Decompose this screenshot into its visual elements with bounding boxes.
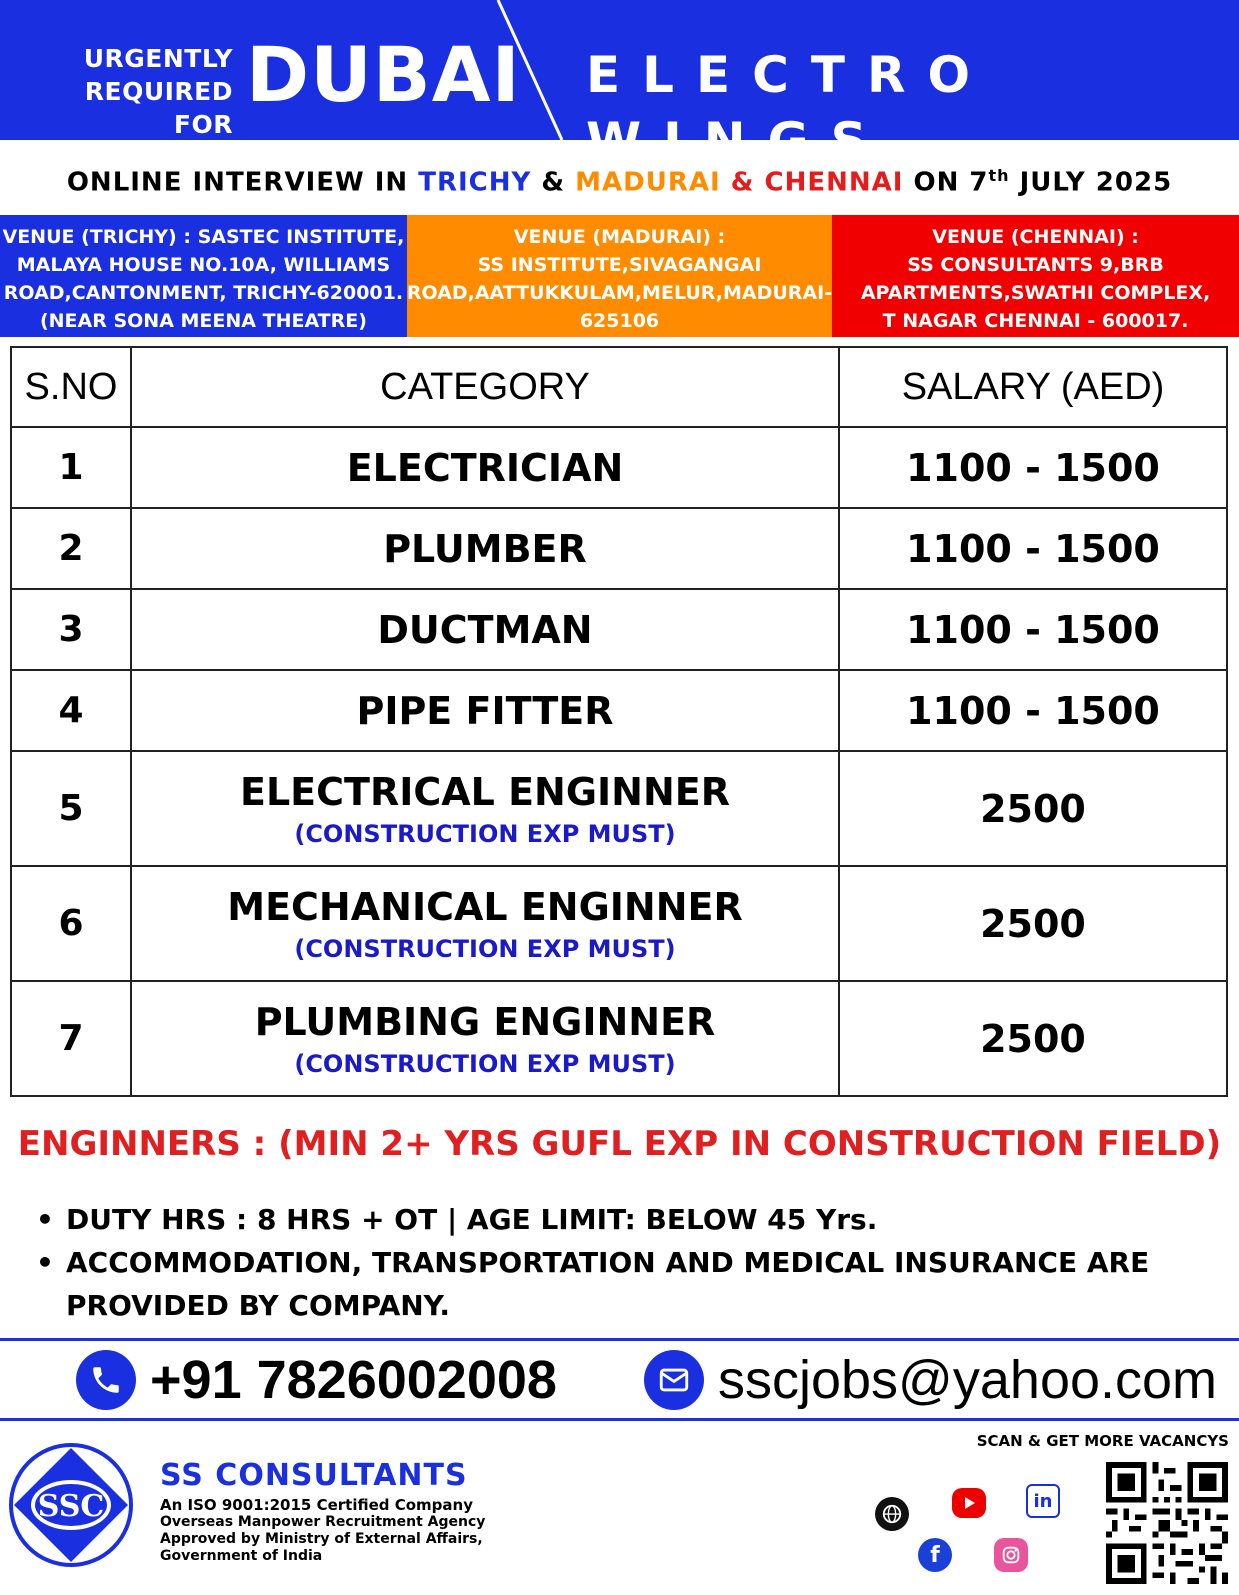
scan-text: SCAN & GET MORE VACANCYS — [976, 1432, 1229, 1450]
venue-line: SS CONSULTANTS 9,BRB — [907, 254, 1164, 276]
city-madurai: MADURAI — [575, 167, 721, 198]
logo-text: SSC — [37, 1489, 105, 1524]
city-chennai: CHENNAI — [764, 167, 904, 198]
interview-prefix: ONLINE INTERVIEW IN — [66, 167, 409, 198]
venue-line: VENUE (CHENNAI) : — [932, 226, 1139, 248]
row-sno: 1 — [11, 427, 131, 508]
row-note: (CONSTRUCTION EXP MUST) — [294, 934, 676, 963]
divider — [0, 1338, 1239, 1341]
venue-line: VENUE (TRICHY) : SASTEC INSTITUTE, — [2, 226, 405, 248]
instagram-icon[interactable] — [994, 1538, 1028, 1572]
venue-line: (NEAR SONA MEENA THEATRE) — [39, 310, 367, 332]
list-item: • ACCOMMODATION, TRANSPORTATION AND MEDICAL INSURANCE ARE PROVIDED BY COMPANY. — [36, 1241, 1226, 1327]
venue-madurai — [407, 215, 832, 337]
interview-date-month: JULY 2025 — [1019, 167, 1173, 198]
row-category: ELECTRICIAN — [131, 427, 839, 508]
table-row — [11, 508, 1227, 589]
ssc-logo — [6, 1440, 136, 1570]
row-salary: 2500 — [839, 981, 1227, 1096]
venue-line: MALAYA HOUSE NO.10A, WILLIAMS — [16, 254, 391, 276]
table-header-row — [11, 347, 1227, 427]
phone-contact[interactable] — [76, 1350, 557, 1410]
row-category: PLUMBER — [131, 508, 839, 589]
row-salary: 1100 - 1500 — [839, 427, 1227, 508]
header-salary: SALARY (AED) — [839, 347, 1227, 427]
row-category-cell — [131, 866, 839, 981]
list-item: • DUTY HRS : 8 HRS + OT | AGE LIMIT: BELOW 45 Yrs. — [36, 1198, 1226, 1241]
row-note: (CONSTRUCTION EXP MUST) — [294, 819, 676, 848]
city-trichy: TRICHY — [418, 167, 532, 198]
row-salary: 1100 - 1500 — [839, 589, 1227, 670]
company-name: ELECTRO WINGS — [586, 46, 992, 170]
row-category: PIPE FITTER — [131, 670, 839, 751]
interview-line — [0, 156, 1239, 203]
ampersand: & — [730, 167, 755, 198]
row-salary: 2500 — [839, 751, 1227, 866]
engineers-requirement: ENGINNERS : (MIN 2+ YRS GUFL EXP IN CONSTRUCTION FIELD) — [17, 1124, 1222, 1164]
divider — [0, 1418, 1239, 1421]
venue-line: 625106 — [579, 310, 660, 332]
benefits-list — [36, 1198, 1226, 1327]
firm-info — [160, 1458, 485, 1565]
row-salary: 2500 — [839, 866, 1227, 981]
venue-line: VENUE (MADURAI) : — [513, 226, 726, 248]
header-banner — [0, 0, 1239, 170]
firm-name: SS CONSULTANTS — [160, 1458, 468, 1493]
qr-code[interactable] — [1106, 1462, 1228, 1584]
ampersand: & — [541, 167, 566, 198]
row-sno: 6 — [11, 866, 131, 981]
email-contact[interactable] — [644, 1350, 1217, 1410]
firm-line: Government of India — [160, 1548, 323, 1564]
table-row — [11, 589, 1227, 670]
header-sno: S.NO — [11, 347, 131, 427]
phone-number[interactable]: +91 7826002008 — [150, 1350, 557, 1410]
linkedin-icon[interactable]: in — [1026, 1484, 1060, 1518]
jobs-table — [10, 346, 1228, 1097]
row-category: ELECTRICAL ENGINNER — [240, 769, 730, 814]
email-address[interactable]: sscjobs@yahoo.com — [718, 1350, 1218, 1410]
urgently-line-1: URGENTLY — [83, 44, 233, 73]
table-row — [11, 981, 1227, 1096]
facebook-icon[interactable]: f — [918, 1538, 952, 1572]
row-sno: 3 — [11, 589, 131, 670]
table-row — [11, 670, 1227, 751]
venue-chennai — [832, 215, 1239, 337]
venue-line: SS INSTITUTE,SIVAGANGAI — [477, 254, 762, 276]
row-category-cell — [131, 751, 839, 866]
location-title: DUBAI — [246, 30, 521, 119]
table-row — [11, 866, 1227, 981]
youtube-icon[interactable] — [952, 1488, 986, 1518]
mail-icon — [644, 1350, 704, 1410]
phone-icon — [76, 1350, 136, 1410]
date-suffix: th — [988, 166, 1010, 185]
row-sno: 4 — [11, 670, 131, 751]
table-row — [11, 751, 1227, 866]
row-note: (CONSTRUCTION EXP MUST) — [294, 1049, 676, 1078]
row-sno: 5 — [11, 751, 131, 866]
row-sno: 7 — [11, 981, 131, 1096]
row-salary: 1100 - 1500 — [839, 670, 1227, 751]
venue-line: ROAD,AATTUKKULAM,MELUR,MADURAI- — [406, 282, 833, 304]
urgently-line-2: REQUIRED FOR — [84, 77, 233, 139]
row-category: DUCTMAN — [131, 589, 839, 670]
venue-trichy — [0, 215, 407, 337]
globe-icon[interactable] — [875, 1497, 909, 1531]
venues — [0, 215, 1239, 337]
firm-line: Overseas Manpower Recruitment Agency — [160, 1514, 486, 1530]
venue-line: APARTMENTS,SWATHI COMPLEX, — [860, 282, 1211, 304]
venue-line: ROAD,CANTONMENT, TRICHY-620001. — [3, 282, 404, 304]
firm-line: An ISO 9001:2015 Certified Company — [160, 1496, 473, 1514]
header-category: CATEGORY — [131, 347, 839, 427]
row-category: PLUMBING ENGINNER — [254, 999, 716, 1044]
firm-line: Approved by Ministry of External Affairs, — [160, 1531, 483, 1547]
row-salary: 1100 - 1500 — [839, 508, 1227, 589]
row-category-cell — [131, 981, 839, 1096]
row-category: MECHANICAL ENGINNER — [227, 884, 743, 929]
row-sno: 2 — [11, 508, 131, 589]
table-row — [11, 427, 1227, 508]
interview-date-day: ON 7 — [913, 167, 989, 198]
venue-line: T NAGAR CHENNAI - 600017. — [882, 310, 1189, 332]
